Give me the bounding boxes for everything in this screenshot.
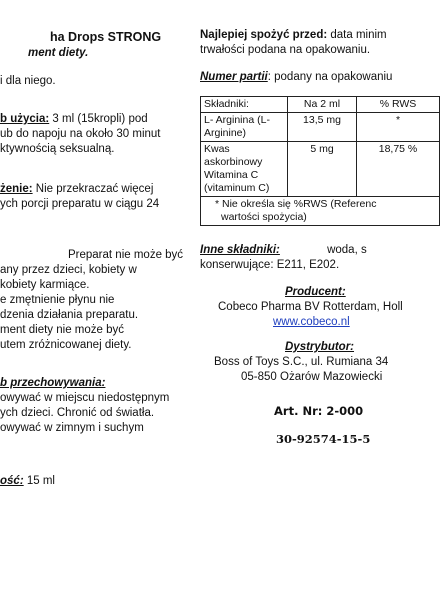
distributor-line-1: Boss of Toys S.C., ul. Rumiana 34 (214, 356, 389, 368)
footnote-line: * Nie określa się %RWS (Referenc (215, 198, 377, 210)
ingredient-name-line: L- Arginina (L- (204, 114, 270, 126)
footnote-line: wartości spożycia) (221, 211, 307, 223)
warning-line-7: utem zróżnicowanej diety. (0, 339, 132, 351)
producer-label: Producent: (285, 286, 346, 298)
usage-line-1 (0, 112, 148, 127)
table-cell-amount: 5 mg (288, 142, 357, 197)
table-header-amount: Na 2 ml (288, 97, 357, 113)
other-ingredients-label: Inne składniki: (200, 244, 280, 256)
batch-value: : podany na opakowaniu (267, 71, 393, 83)
right-column (188, 0, 418, 600)
table-footnote (201, 197, 440, 226)
other-ingredients-line-1 (200, 243, 367, 258)
usage-line-2: ub do napoju na około 30 minut (0, 128, 161, 140)
ingredient-name-line: (vitaminum C) (204, 182, 270, 194)
warning-line-4: e zmętnienie płynu nie (0, 294, 115, 306)
best-before-value: data minim (327, 29, 387, 41)
product-subtitle: ment diety. (28, 47, 89, 59)
table-header-ingredient: Składniki: (201, 97, 288, 113)
volume-heading: ość: (0, 475, 24, 487)
usage-heading: b użycia: (0, 113, 50, 125)
warning-line-3: kobiety karmiące. (0, 279, 90, 291)
warning-line-1: Preparat nie może być (68, 249, 184, 261)
best-before-line-2: trwałości podana na opakowaniu. (200, 44, 371, 56)
dosage-text-1: Nie przekraczać więcej (32, 183, 154, 195)
ingredient-name-line: askorbinowy (204, 156, 263, 168)
table-cell-amount: 13,5 mg (288, 113, 357, 142)
ingredient-name-line: Witamina C (204, 169, 259, 181)
best-before-line-1 (200, 28, 387, 43)
storage-line-2: ych dzieci. Chronić od światła. (0, 407, 155, 419)
volume-line (0, 474, 55, 489)
warning-line-6: ment diety nie może być (0, 324, 125, 336)
other-ingredients-line-2: konserwujące: E211, E202. (200, 259, 340, 271)
usage-line-3: ktywnością seksualną. (0, 143, 115, 155)
dosage-heading: żenie: (0, 183, 33, 195)
table-cell-ingredient (201, 113, 288, 142)
batch-label: Numer partii (200, 71, 268, 83)
ingredient-name-line: Arginine) (204, 127, 247, 139)
best-before-label: Najlepiej spożyć przed: (200, 29, 328, 41)
table-row (201, 142, 440, 197)
warning-line-2: any przez dzieci, kobiety w (0, 264, 137, 276)
batch-line (200, 70, 392, 85)
product-code: 30-92574-15-5 (276, 432, 371, 446)
table-header-rws: % RWS (357, 97, 440, 113)
table-cell-ingredient (201, 142, 288, 197)
producer-url-link[interactable]: www.cobeco.nl (273, 316, 350, 328)
table-header-row (201, 97, 440, 113)
left-column (0, 0, 184, 600)
dosage-line-1 (0, 182, 153, 197)
for-whom-text: i dla niego. (0, 75, 56, 87)
usage-text-1: 3 ml (15kropli) pod (49, 113, 148, 125)
producer-name: Cobeco Pharma BV Rotterdam, Holl (218, 301, 403, 313)
storage-line-1: owywać w miejscu niedostępnym (0, 392, 170, 404)
ingredient-name-line: Kwas (204, 143, 230, 155)
distributor-label: Dystrybutor: (285, 341, 355, 353)
article-number: Art. Nr: 2-000 (274, 404, 364, 418)
volume-value: 15 ml (23, 475, 55, 487)
product-title: ha Drops STRONG (50, 30, 162, 44)
table-footnote-row (201, 197, 440, 226)
distributor-line-2: 05-850 Ożarów Mazowiecki (241, 371, 383, 383)
storage-line-3: owywać w zimnym i suchym (0, 422, 144, 434)
table-cell-rws: * (357, 113, 440, 142)
dosage-line-2: ych porcji preparatu w ciągu 24 (0, 198, 160, 210)
ingredients-table (200, 96, 440, 226)
table-row (201, 113, 440, 142)
table-cell-rws: 18,75 % (357, 142, 440, 197)
warning-line-5: dzenia działania preparatu. (0, 309, 139, 321)
storage-heading: b przechowywania: (0, 377, 106, 389)
other-ingredients-value: woda, s (323, 244, 367, 256)
